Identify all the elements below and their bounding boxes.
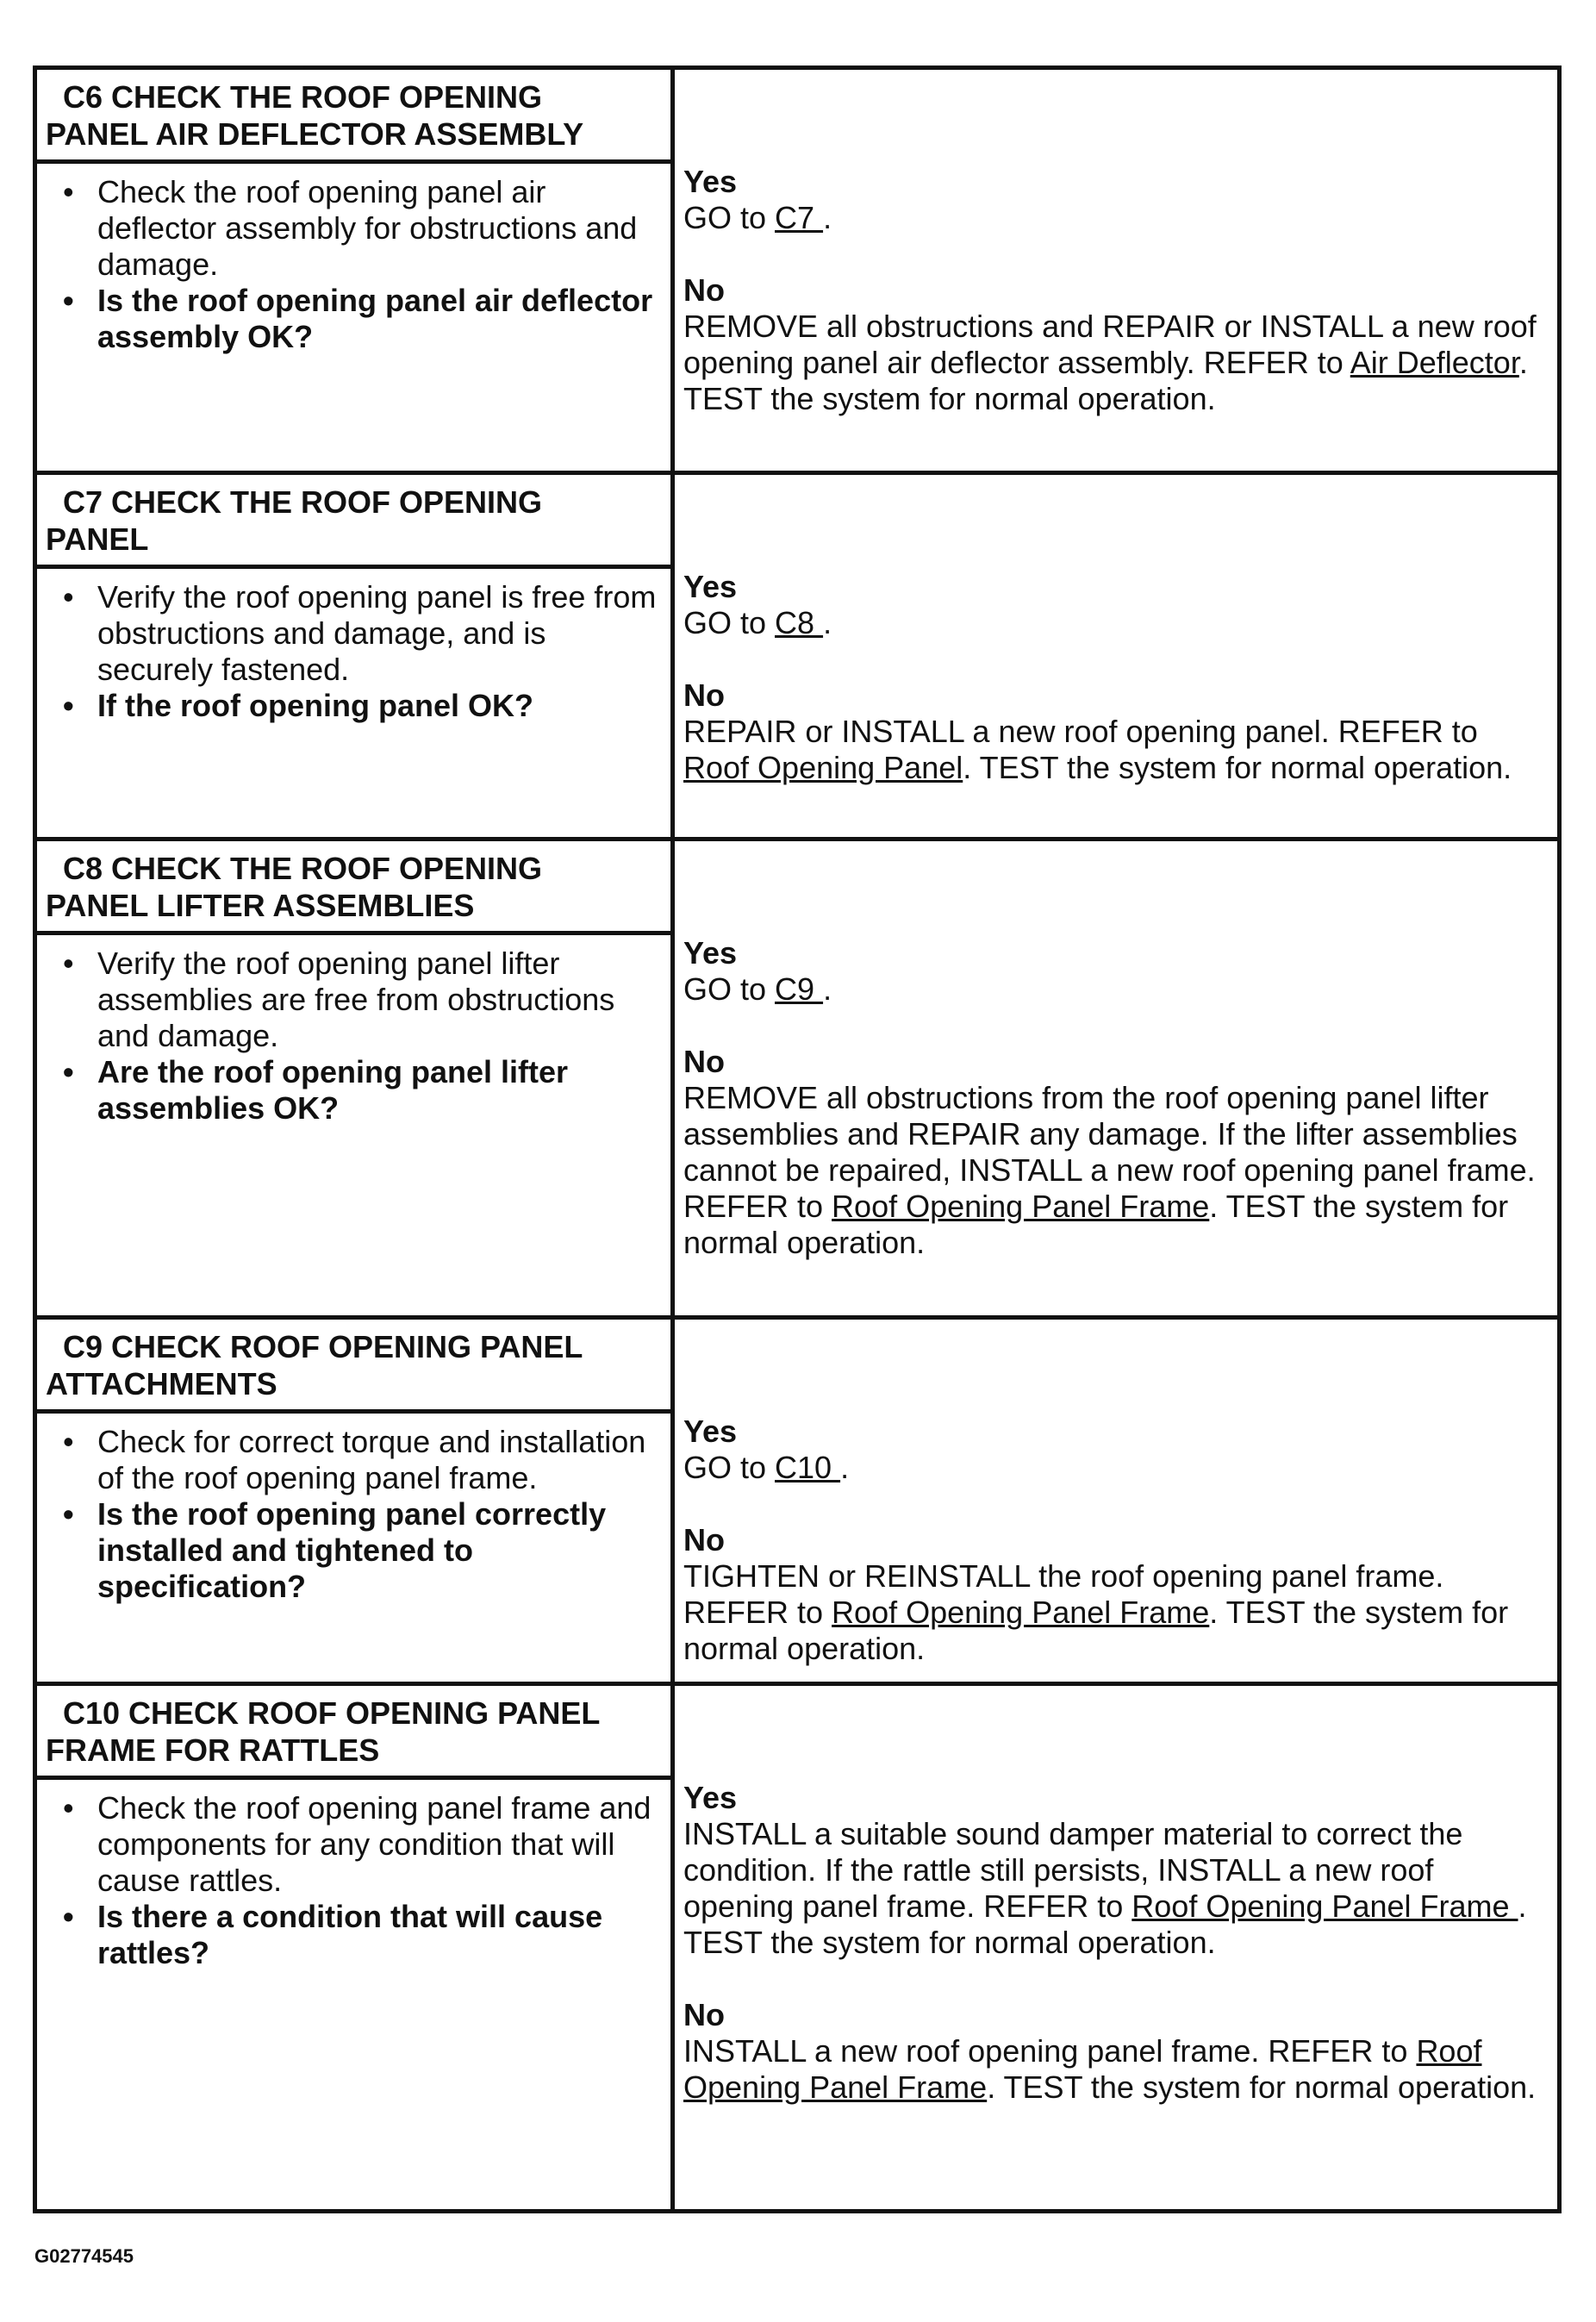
step-c7-heading-line2: PANEL	[46, 521, 149, 557]
step-c7-no-action	[683, 714, 1537, 786]
step-c10-answers	[675, 1686, 1557, 2209]
step-c7-no-text: REPAIR or INSTALL a new roof opening panel. REFER to	[683, 714, 1478, 749]
step-c10-no-action	[683, 2033, 1537, 2106]
step-c8-no-label: No	[683, 1044, 725, 1079]
step-c8-bullet-1: • Verify the roof opening panel lifter assemblies are free from obstructions and damage.	[97, 946, 662, 1054]
step-c10-heading-line1: C10 CHECK ROOF OPENING PANEL	[63, 1695, 601, 1731]
step-c9-no-text: TIGHTEN or REINSTALL the roof opening panel frame. REFER to	[683, 1558, 1444, 1630]
step-c7-no-label: No	[683, 677, 725, 713]
step-c6-instructions	[37, 164, 670, 355]
step-c9-bullet-1: • Check for correct torque and installation of the roof opening panel frame.	[97, 1424, 662, 1496]
step-c8-no-text-after: . TEST the system for normal operation.	[683, 1189, 1509, 1260]
step-c8-yes-link[interactable]: C9	[775, 971, 824, 1007]
step-c6-no-label: No	[683, 272, 725, 308]
step-c6-answers	[675, 70, 1557, 471]
step-c9-no-label: No	[683, 1522, 725, 1557]
step-c6-heading-line2: PANEL AIR DEFLECTOR ASSEMBLY	[46, 116, 584, 152]
step-c8-no-text: REMOVE all obstructions from the roof opening panel lifter assemblies and REPAIR any damage. If the lifter assemblies cannot be repaired, INSTALL a new roof opening panel frame. REFER to	[683, 1080, 1536, 1224]
step-c8-yes-action	[683, 971, 1537, 1008]
step-c10-yes-text-after: . TEST the system for normal operation.	[683, 1888, 1527, 1960]
step-c6-no-action	[683, 309, 1537, 417]
step-c6-no-link[interactable]: Air Deflector	[1350, 345, 1519, 380]
step-c9-no-action	[683, 1558, 1537, 1667]
step-c7-heading-line1: C7 CHECK THE ROOF OPENING	[63, 484, 543, 520]
step-c6-yes-suffix: .	[823, 200, 832, 235]
step-c7-yes-action	[683, 605, 1537, 641]
step-c7-yes-label: Yes	[683, 569, 738, 604]
step-c10-no-text: INSTALL a new roof opening panel frame. REFER to	[683, 2033, 1417, 2069]
step-c7-yes-prefix: GO to	[683, 605, 776, 640]
step-c10-yes-action	[683, 1816, 1537, 1961]
step-c8-yes-label: Yes	[683, 935, 738, 971]
step-c7-heading	[37, 475, 670, 569]
step-c9-yes-action	[683, 1450, 1537, 1486]
step-c10-yes-text: INSTALL a suitable sound damper material to correct the condition. If the rattle still persists, INSTALL a new roof opening panel frame. REFER to	[683, 1816, 1463, 1924]
step-c10	[37, 1682, 1557, 2209]
step-c6-no-text: REMOVE all obstructions and REPAIR or INSTALL a new roof opening panel air deflector assembly. REFER to	[683, 309, 1537, 380]
step-c7-yes-suffix: .	[823, 605, 832, 640]
step-c10-no-link[interactable]: Roof Opening Panel Frame	[683, 2033, 1482, 2105]
step-c8-no-link[interactable]: Roof Opening Panel Frame	[832, 1189, 1210, 1224]
step-c10-no-label: No	[683, 1997, 725, 2032]
step-c8-heading-line1: C8 CHECK THE ROOF OPENING	[63, 851, 543, 886]
step-c9-left	[37, 1320, 675, 1682]
step-c7-yes-link[interactable]: C8	[775, 605, 824, 640]
step-c9-yes-link[interactable]: C10	[775, 1450, 841, 1485]
step-c8	[37, 837, 1557, 1315]
step-c6-yes-link[interactable]: C7	[775, 200, 824, 235]
step-c6-heading	[37, 70, 670, 164]
step-c7	[37, 471, 1557, 837]
step-c6-no-text-after: . TEST the system for normal operation.	[683, 345, 1528, 416]
step-c10-heading-line2: FRAME FOR RATTLES	[46, 1732, 380, 1768]
step-c9-heading-line1: C9 CHECK ROOF OPENING PANEL	[63, 1329, 583, 1364]
step-c6-left	[37, 70, 675, 471]
step-c6-heading-line1: C6 CHECK THE ROOF OPENING	[63, 79, 543, 115]
step-c10-instructions	[37, 1780, 670, 1971]
step-c7-bullet-1: • Verify the roof opening panel is free from obstructions and damage, and is securely fastened.	[97, 579, 662, 688]
step-c9-no-text-after: . TEST the system for normal operation.	[683, 1595, 1509, 1666]
step-c10-yes-label: Yes	[683, 1780, 738, 1815]
step-c7-bullet-2: • If the roof opening panel OK?	[97, 688, 662, 724]
step-c8-bullet-2: • Are the roof opening panel lifter assemblies OK?	[97, 1054, 662, 1127]
step-c8-yes-suffix: .	[823, 971, 832, 1007]
step-c8-heading-line2: PANEL LIFTER ASSEMBLIES	[46, 888, 475, 923]
step-c10-yes-link[interactable]: Roof Opening Panel Frame	[1132, 1888, 1518, 1924]
step-c6-bullet-1: • Check the roof opening panel air deflector assembly for obstructions and damage.	[97, 174, 662, 283]
step-c10-no-text-after: . TEST the system for normal operation.	[987, 2069, 1537, 2105]
step-c7-answers	[675, 475, 1557, 837]
step-c10-heading	[37, 1686, 670, 1780]
step-c8-instructions	[37, 935, 670, 1127]
figure-code: G02774545	[34, 2245, 134, 2267]
step-c8-left	[37, 841, 675, 1315]
step-c10-bullet-2: • Is there a condition that will cause rattles?	[97, 1899, 662, 1971]
step-c7-no-text-after: . TEST the system for normal operation.	[963, 750, 1512, 785]
step-c9-answers	[675, 1320, 1557, 1682]
step-c8-heading	[37, 841, 670, 935]
step-c9-heading-line2: ATTACHMENTS	[46, 1366, 277, 1401]
step-c6-bullet-2: • Is the roof opening panel air deflector assembly OK?	[97, 283, 662, 355]
step-c9-instructions	[37, 1414, 670, 1605]
step-c10-bullet-1: • Check the roof opening panel frame and components for any condition that will cause rattles.	[97, 1790, 662, 1899]
step-c7-no-link[interactable]: Roof Opening Panel	[683, 750, 963, 785]
step-c6-yes-prefix: GO to	[683, 200, 776, 235]
step-c9	[37, 1315, 1557, 1682]
step-c8-no-action	[683, 1080, 1537, 1261]
step-c9-heading	[37, 1320, 670, 1414]
step-c10-left	[37, 1686, 675, 2209]
step-c6-yes-action	[683, 200, 1537, 236]
step-c9-no-link[interactable]: Roof Opening Panel Frame	[832, 1595, 1210, 1630]
step-c7-instructions	[37, 569, 670, 724]
step-c8-answers	[675, 841, 1557, 1315]
step-c9-yes-prefix: GO to	[683, 1450, 776, 1485]
step-c6	[37, 70, 1557, 471]
step-c9-yes-label: Yes	[683, 1414, 738, 1449]
step-c9-yes-suffix: .	[840, 1450, 850, 1485]
step-c6-yes-label: Yes	[683, 164, 738, 199]
step-c7-left	[37, 475, 675, 837]
step-c8-yes-prefix: GO to	[683, 971, 776, 1007]
step-c9-bullet-2: • Is the roof opening panel correctly installed and tightened to specification?	[97, 1496, 662, 1605]
diagnostic-table	[33, 66, 1562, 2213]
